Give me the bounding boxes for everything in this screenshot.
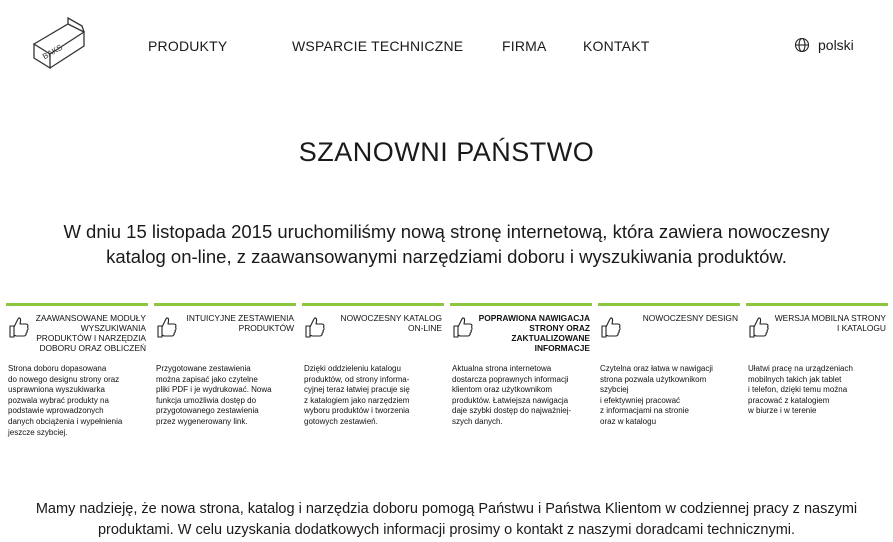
nav-item-kontakt[interactable]: KONTAKT (583, 38, 650, 54)
feature-text: Aktualna strona internetowa dostarcza poprawnych informacji klientom oraz użytkownikom produktów. Łatwiejsza nawigacja daje szybki dostęp do najważniej- szych danych. (452, 364, 572, 426)
globe-icon (794, 37, 810, 53)
feature-header (154, 313, 296, 359)
feature-list (6, 303, 890, 453)
nav-item-wsparcie-techniczne[interactable]: WSPARCIE TECHNICZNE (292, 38, 464, 54)
thumbs-up-icon (156, 315, 178, 339)
feature-text: Przygotowane zestawienia można zapisać jako czytelne pliki PDF i je wydrukować. Nowa funkcja umożliwia dostęp do przygotowanego zestawienia przez wygenerowany link. (156, 364, 272, 426)
feature-header (6, 313, 148, 359)
thumbs-up-icon (748, 315, 770, 339)
outro-line-1: Mamy nadzieję, że nowa strona, katalog i narzędzia doboru pomogą Państwu i Państwa Klientom w codziennej pracy z naszymi (35, 501, 858, 517)
logo-text: BAKS (41, 42, 65, 62)
feature-accent-bar (746, 303, 888, 306)
outro-line-2: produktami. W celu uzyskania dodatkowych informacji prosimy o kontakt z naszymi doradcami technicznymi. (97, 522, 796, 538)
thumbs-up-icon (452, 315, 474, 339)
main-nav (0, 38, 893, 56)
feature-header (302, 313, 444, 359)
feature-accent-bar (154, 303, 296, 306)
feature-header (450, 313, 592, 359)
thumbs-up-icon (8, 315, 30, 339)
feature-heading: WERSJA MOBILNA STRONY I KATALOGU (774, 313, 886, 333)
feature-card (598, 303, 740, 453)
feature-text: Dzięki oddzieleniu katalogu produktów, od strony informa- cyjnej teraz łatwiej pracuje się z katalogiem jako narzędziem wyboru produktów i tworzenia gotowych zestawień. (304, 364, 410, 426)
language-selector[interactable] (794, 37, 854, 53)
outro-text (0, 499, 893, 541)
feature-header (746, 313, 888, 359)
feature-heading: ZAAWANSOWANE MODUŁY WYSZUKIWANIA PRODUKTÓW I NARZĘDZIA DOBORU ORAZ OBLICZEŃ (35, 313, 146, 353)
nav-item-firma[interactable]: FIRMA (502, 38, 547, 54)
intro-text (0, 219, 893, 269)
feature-text: Czytelna oraz łatwa w nawigacji strona pozwala użytkownikom szybciej i efektywniej pracować z informacjami na stronie oraz w katalogu (600, 364, 713, 426)
feature-accent-bar (450, 303, 592, 306)
feature-text: Ułatwi pracę na urządzeniach mobilnych takich jak tablet i telefon, dzięki temu można pracować z katalogiem w biurze i w terenie (748, 364, 853, 416)
feature-accent-bar (598, 303, 740, 306)
feature-header (598, 313, 740, 359)
feature-heading: NOWOCZESNY KATALOG ON-LINE (340, 313, 442, 333)
page-title: SZANOWNI PAŃSTWO (298, 137, 595, 167)
language-label: polski (818, 37, 854, 53)
feature-accent-bar (6, 303, 148, 306)
feature-card (746, 303, 888, 453)
feature-heading: INTUICYJNE ZESTAWIENIA PRODUKTÓW (186, 313, 294, 333)
feature-card (302, 303, 444, 453)
feature-card (6, 303, 148, 453)
nav-item-produkty[interactable]: PRODUKTY (148, 38, 228, 54)
feature-heading: POPRAWIONA NAWIGACJA STRONY ORAZ ZAKTUALIZOWANE INFORMACJE (478, 313, 590, 353)
feature-card (450, 303, 592, 453)
feature-text: Strona doboru dopasowana do nowego designu strony oraz usprawniona wyszukiwarka pozwala wybrać produkty na podstawie wprowadzonych danych obciążenia i wypełnienia jeszcze szybciej. (8, 364, 123, 437)
feature-accent-bar (302, 303, 444, 306)
intro-line-2: katalog on-line, z zaawansowanymi narzędziami doboru i wyszukiwania produktów. (106, 246, 787, 267)
thumbs-up-icon (304, 315, 326, 339)
intro-line-1: W dniu 15 listopada 2015 uruchomiliśmy nową stronę internetową, która zawiera nowoczesny (63, 221, 830, 242)
feature-card (154, 303, 296, 453)
feature-heading: NOWOCZESNY DESIGN (642, 313, 738, 323)
thumbs-up-icon (600, 315, 622, 339)
